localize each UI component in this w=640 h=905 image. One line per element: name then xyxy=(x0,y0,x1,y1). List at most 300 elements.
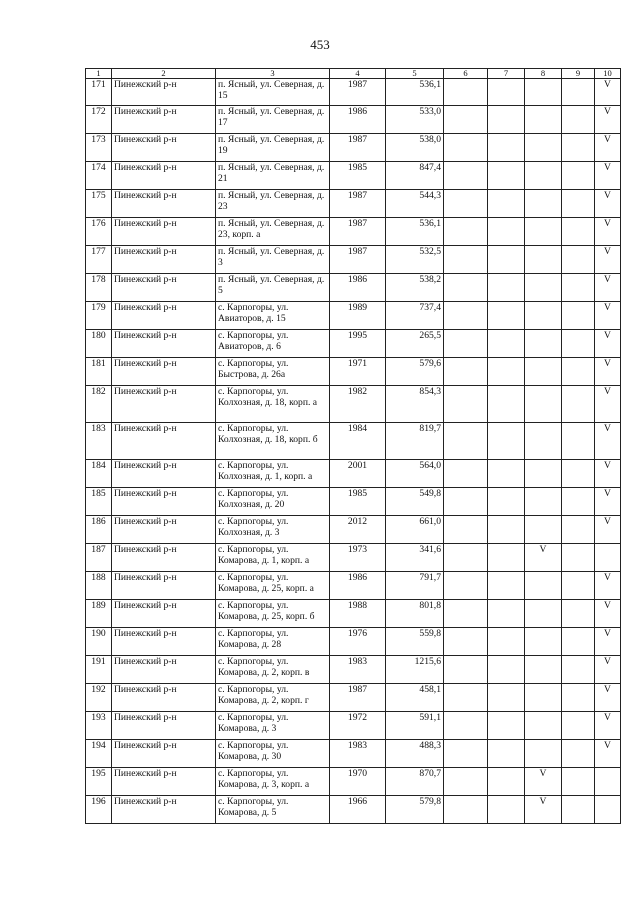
table-row xyxy=(86,162,621,190)
col7-cell xyxy=(488,218,525,246)
area-cell: 549,8 xyxy=(386,488,444,516)
year-cell: 1987 xyxy=(330,684,386,712)
col9-cell xyxy=(562,423,595,460)
col6-cell xyxy=(444,796,488,824)
row-number-cell: 184 xyxy=(86,460,112,488)
year-cell: 1971 xyxy=(330,358,386,386)
row-number-cell: 179 xyxy=(86,302,112,330)
district-cell: Пинежский р-н xyxy=(112,386,216,423)
column-header: 5 xyxy=(386,69,444,79)
col8-mark-cell xyxy=(525,684,562,712)
col6-cell xyxy=(444,488,488,516)
col6-cell xyxy=(444,423,488,460)
col6-cell xyxy=(444,358,488,386)
col9-cell xyxy=(562,600,595,628)
col7-cell xyxy=(488,246,525,274)
area-cell: 591,1 xyxy=(386,712,444,740)
row-number-cell: 189 xyxy=(86,600,112,628)
col10-mark-cell: V xyxy=(595,600,621,628)
district-cell: Пинежский р-н xyxy=(112,274,216,302)
address-cell: п. Ясный, ул. Северная, д. 23, корп. а xyxy=(216,218,330,246)
col8-mark-cell xyxy=(525,79,562,106)
year-cell: 1988 xyxy=(330,600,386,628)
column-header: 7 xyxy=(488,69,525,79)
col9-cell xyxy=(562,460,595,488)
col8-mark-cell xyxy=(525,572,562,600)
col7-cell xyxy=(488,386,525,423)
col6-cell xyxy=(444,134,488,162)
district-cell: Пинежский р-н xyxy=(112,600,216,628)
district-cell: Пинежский р-н xyxy=(112,79,216,106)
row-number-cell: 194 xyxy=(86,740,112,768)
table-row xyxy=(86,134,621,162)
year-cell: 1966 xyxy=(330,796,386,824)
col8-mark-cell xyxy=(525,358,562,386)
table-row xyxy=(86,544,621,572)
area-cell: 819,7 xyxy=(386,423,444,460)
table-row xyxy=(86,190,621,218)
district-cell: Пинежский р-н xyxy=(112,106,216,134)
col7-cell xyxy=(488,488,525,516)
register-table xyxy=(85,68,621,824)
address-cell: с. Карпогоры, ул. Комарова, д. 3 xyxy=(216,712,330,740)
col8-mark-cell xyxy=(525,656,562,684)
area-cell: 661,0 xyxy=(386,516,444,544)
col8-mark-cell xyxy=(525,246,562,274)
district-cell: Пинежский р-н xyxy=(112,740,216,768)
col7-cell xyxy=(488,302,525,330)
col6-cell xyxy=(444,162,488,190)
col6-cell xyxy=(444,656,488,684)
col6-cell xyxy=(444,302,488,330)
address-cell: с. Карпогоры, ул. Комарова, д. 5 xyxy=(216,796,330,824)
row-number-cell: 183 xyxy=(86,423,112,460)
row-number-cell: 188 xyxy=(86,572,112,600)
col8-mark-cell xyxy=(525,628,562,656)
address-cell: с. Карпогоры, ул. Комарова, д. 28 xyxy=(216,628,330,656)
area-cell: 544,3 xyxy=(386,190,444,218)
col9-cell xyxy=(562,106,595,134)
district-cell: Пинежский р-н xyxy=(112,796,216,824)
address-cell: с. Карпогоры, ул. Колхозная, д. 1, корп. а xyxy=(216,460,330,488)
col7-cell xyxy=(488,162,525,190)
col9-cell xyxy=(562,684,595,712)
col6-cell xyxy=(444,768,488,796)
address-cell: с. Карпогоры, ул. Быстрова, д. 26а xyxy=(216,358,330,386)
col10-mark-cell: V xyxy=(595,386,621,423)
address-cell: п. Ясный, ул. Северная, д. 3 xyxy=(216,246,330,274)
year-cell: 1986 xyxy=(330,572,386,600)
col6-cell xyxy=(444,106,488,134)
table-row xyxy=(86,628,621,656)
col7-cell xyxy=(488,712,525,740)
address-cell: с. Карпогоры, ул. Комарова, д. 30 xyxy=(216,740,330,768)
col8-mark-cell xyxy=(525,330,562,358)
col9-cell xyxy=(562,386,595,423)
col10-mark-cell xyxy=(595,796,621,824)
table-row xyxy=(86,796,621,824)
col8-mark-cell xyxy=(525,386,562,423)
area-cell: 538,0 xyxy=(386,134,444,162)
col6-cell xyxy=(444,712,488,740)
address-cell: с. Карпогоры, ул. Комарова, д. 2, корп. в xyxy=(216,656,330,684)
area-cell: 1215,6 xyxy=(386,656,444,684)
district-cell: Пинежский р-н xyxy=(112,572,216,600)
year-cell: 1982 xyxy=(330,386,386,423)
area-cell: 847,4 xyxy=(386,162,444,190)
col10-mark-cell: V xyxy=(595,274,621,302)
year-cell: 1986 xyxy=(330,106,386,134)
col10-mark-cell: V xyxy=(595,684,621,712)
year-cell: 1987 xyxy=(330,79,386,106)
year-cell: 1995 xyxy=(330,330,386,358)
col8-mark-cell xyxy=(525,740,562,768)
col9-cell xyxy=(562,544,595,572)
col8-mark-cell xyxy=(525,190,562,218)
col7-cell xyxy=(488,134,525,162)
col9-cell xyxy=(562,796,595,824)
table-row xyxy=(86,218,621,246)
row-number-cell: 176 xyxy=(86,218,112,246)
table-row xyxy=(86,656,621,684)
row-number-cell: 180 xyxy=(86,330,112,358)
year-cell: 1987 xyxy=(330,134,386,162)
district-cell: Пинежский р-н xyxy=(112,218,216,246)
col7-cell xyxy=(488,796,525,824)
area-cell: 579,8 xyxy=(386,796,444,824)
district-cell: Пинежский р-н xyxy=(112,488,216,516)
year-cell: 1985 xyxy=(330,162,386,190)
address-cell: п. Ясный, ул. Северная, д. 23 xyxy=(216,190,330,218)
col9-cell xyxy=(562,302,595,330)
col7-cell xyxy=(488,330,525,358)
row-number-cell: 196 xyxy=(86,796,112,824)
col9-cell xyxy=(562,218,595,246)
row-number-cell: 192 xyxy=(86,684,112,712)
row-number-cell: 182 xyxy=(86,386,112,423)
col8-mark-cell xyxy=(525,460,562,488)
col10-mark-cell: V xyxy=(595,302,621,330)
col8-mark-cell xyxy=(525,302,562,330)
address-cell: с. Карпогоры, ул. Комарова, д. 25, корп. б xyxy=(216,600,330,628)
year-cell: 1976 xyxy=(330,628,386,656)
col6-cell xyxy=(444,79,488,106)
col9-cell xyxy=(562,358,595,386)
col10-mark-cell: V xyxy=(595,656,621,684)
col9-cell xyxy=(562,628,595,656)
col7-cell xyxy=(488,572,525,600)
col9-cell xyxy=(562,134,595,162)
district-cell: Пинежский р-н xyxy=(112,246,216,274)
col9-cell xyxy=(562,740,595,768)
col8-mark-cell xyxy=(525,516,562,544)
year-cell: 1987 xyxy=(330,190,386,218)
address-cell: с. Карпогоры, ул. Комарова, д. 1, корп. а xyxy=(216,544,330,572)
area-cell: 564,0 xyxy=(386,460,444,488)
row-number-cell: 190 xyxy=(86,628,112,656)
district-cell: Пинежский р-н xyxy=(112,423,216,460)
table-row xyxy=(86,600,621,628)
table-row xyxy=(86,572,621,600)
col9-cell xyxy=(562,572,595,600)
col7-cell xyxy=(488,190,525,218)
col10-mark-cell: V xyxy=(595,358,621,386)
row-number-cell: 177 xyxy=(86,246,112,274)
address-cell: с. Карпогоры, ул. Колхозная, д. 18, корп. а xyxy=(216,386,330,423)
col6-cell xyxy=(444,544,488,572)
col9-cell xyxy=(562,330,595,358)
col9-cell xyxy=(562,768,595,796)
col7-cell xyxy=(488,684,525,712)
address-cell: п. Ясный, ул. Северная, д. 19 xyxy=(216,134,330,162)
table-row xyxy=(86,768,621,796)
year-cell: 1985 xyxy=(330,488,386,516)
row-number-cell: 191 xyxy=(86,656,112,684)
table-row xyxy=(86,246,621,274)
area-cell: 533,0 xyxy=(386,106,444,134)
col6-cell xyxy=(444,600,488,628)
year-cell: 2001 xyxy=(330,460,386,488)
column-header: 1 xyxy=(86,69,112,79)
col8-mark-cell xyxy=(525,488,562,516)
row-number-cell: 193 xyxy=(86,712,112,740)
table-row xyxy=(86,516,621,544)
row-number-cell: 174 xyxy=(86,162,112,190)
table-row xyxy=(86,274,621,302)
column-header: 8 xyxy=(525,69,562,79)
col9-cell xyxy=(562,516,595,544)
col6-cell xyxy=(444,274,488,302)
address-cell: с. Карпогоры, ул. Авиаторов, д. 6 xyxy=(216,330,330,358)
col7-cell xyxy=(488,274,525,302)
address-cell: с. Карпогоры, ул. Авиаторов, д. 15 xyxy=(216,302,330,330)
district-cell: Пинежский р-н xyxy=(112,190,216,218)
table-row xyxy=(86,488,621,516)
district-cell: Пинежский р-н xyxy=(112,516,216,544)
area-cell: 791,7 xyxy=(386,572,444,600)
table-row xyxy=(86,460,621,488)
col10-mark-cell xyxy=(595,544,621,572)
address-cell: с. Карпогоры, ул. Комарова, д. 3, корп. а xyxy=(216,768,330,796)
col10-mark-cell: V xyxy=(595,79,621,106)
year-cell: 1989 xyxy=(330,302,386,330)
row-number-cell: 187 xyxy=(86,544,112,572)
address-cell: п. Ясный, ул. Северная, д. 5 xyxy=(216,274,330,302)
col8-mark-cell: V xyxy=(525,768,562,796)
table-row xyxy=(86,423,621,460)
col8-mark-cell xyxy=(525,600,562,628)
col6-cell xyxy=(444,218,488,246)
area-cell: 870,7 xyxy=(386,768,444,796)
col10-mark-cell xyxy=(595,768,621,796)
district-cell: Пинежский р-н xyxy=(112,628,216,656)
col9-cell xyxy=(562,274,595,302)
year-cell: 1987 xyxy=(330,218,386,246)
year-cell: 1987 xyxy=(330,246,386,274)
col10-mark-cell: V xyxy=(595,516,621,544)
col6-cell xyxy=(444,628,488,656)
table-row xyxy=(86,358,621,386)
col10-mark-cell: V xyxy=(595,460,621,488)
area-cell: 532,5 xyxy=(386,246,444,274)
row-number-cell: 195 xyxy=(86,768,112,796)
table-row xyxy=(86,740,621,768)
col7-cell xyxy=(488,516,525,544)
area-cell: 536,1 xyxy=(386,79,444,106)
address-cell: п. Ясный, ул. Северная, д. 15 xyxy=(216,79,330,106)
column-header: 2 xyxy=(112,69,216,79)
year-cell: 1986 xyxy=(330,274,386,302)
address-cell: с. Карпогоры, ул. Комарова, д. 2, корп. г xyxy=(216,684,330,712)
row-number-cell: 171 xyxy=(86,79,112,106)
col10-mark-cell: V xyxy=(595,106,621,134)
col8-mark-cell xyxy=(525,106,562,134)
district-cell: Пинежский р-н xyxy=(112,460,216,488)
column-header: 10 xyxy=(595,69,621,79)
col10-mark-cell: V xyxy=(595,423,621,460)
district-cell: Пинежский р-н xyxy=(112,134,216,162)
area-cell: 559,8 xyxy=(386,628,444,656)
year-cell: 1984 xyxy=(330,423,386,460)
col6-cell xyxy=(444,684,488,712)
district-cell: Пинежский р-н xyxy=(112,712,216,740)
table-row xyxy=(86,684,621,712)
district-cell: Пинежский р-н xyxy=(112,330,216,358)
table-row xyxy=(86,712,621,740)
district-cell: Пинежский р-н xyxy=(112,544,216,572)
col9-cell xyxy=(562,656,595,684)
col7-cell xyxy=(488,358,525,386)
table-body xyxy=(86,79,621,824)
col8-mark-cell xyxy=(525,162,562,190)
row-number-cell: 178 xyxy=(86,274,112,302)
col6-cell xyxy=(444,740,488,768)
table-row xyxy=(86,302,621,330)
col7-cell xyxy=(488,768,525,796)
col7-cell xyxy=(488,423,525,460)
col6-cell xyxy=(444,516,488,544)
col8-mark-cell xyxy=(525,712,562,740)
col10-mark-cell: V xyxy=(595,162,621,190)
col7-cell xyxy=(488,600,525,628)
col10-mark-cell: V xyxy=(595,712,621,740)
year-cell: 1970 xyxy=(330,768,386,796)
year-cell: 1983 xyxy=(330,656,386,684)
col9-cell xyxy=(562,190,595,218)
col9-cell xyxy=(562,162,595,190)
col9-cell xyxy=(562,712,595,740)
year-cell: 2012 xyxy=(330,516,386,544)
col7-cell xyxy=(488,628,525,656)
col6-cell xyxy=(444,330,488,358)
table-row xyxy=(86,386,621,423)
address-cell: с. Карпогоры, ул. Колхозная, д. 18, корп. б xyxy=(216,423,330,460)
row-number-cell: 186 xyxy=(86,516,112,544)
page-number: 453 xyxy=(310,37,330,52)
col8-mark-cell: V xyxy=(525,544,562,572)
col10-mark-cell: V xyxy=(595,330,621,358)
district-cell: Пинежский р-н xyxy=(112,162,216,190)
area-cell: 801,8 xyxy=(386,600,444,628)
year-cell: 1972 xyxy=(330,712,386,740)
area-cell: 536,1 xyxy=(386,218,444,246)
table-row xyxy=(86,106,621,134)
area-cell: 265,5 xyxy=(386,330,444,358)
col10-mark-cell: V xyxy=(595,740,621,768)
col9-cell xyxy=(562,79,595,106)
col7-cell xyxy=(488,460,525,488)
column-number-row xyxy=(86,69,621,79)
col7-cell xyxy=(488,740,525,768)
col10-mark-cell: V xyxy=(595,218,621,246)
col7-cell xyxy=(488,79,525,106)
district-cell: Пинежский р-н xyxy=(112,768,216,796)
row-number-cell: 173 xyxy=(86,134,112,162)
district-cell: Пинежский р-н xyxy=(112,302,216,330)
address-cell: с. Карпогоры, ул. Колхозная, д. 20 xyxy=(216,488,330,516)
col10-mark-cell: V xyxy=(595,488,621,516)
area-cell: 737,4 xyxy=(386,302,444,330)
col9-cell xyxy=(562,488,595,516)
col6-cell xyxy=(444,190,488,218)
table-row xyxy=(86,330,621,358)
district-cell: Пинежский р-н xyxy=(112,684,216,712)
column-header: 6 xyxy=(444,69,488,79)
col6-cell xyxy=(444,460,488,488)
col7-cell xyxy=(488,656,525,684)
col9-cell xyxy=(562,246,595,274)
column-header: 3 xyxy=(216,69,330,79)
col6-cell xyxy=(444,572,488,600)
row-number-cell: 181 xyxy=(86,358,112,386)
col7-cell xyxy=(488,106,525,134)
area-cell: 538,2 xyxy=(386,274,444,302)
district-cell: Пинежский р-н xyxy=(112,656,216,684)
year-cell: 1973 xyxy=(330,544,386,572)
col8-mark-cell: V xyxy=(525,796,562,824)
col7-cell xyxy=(488,544,525,572)
col8-mark-cell xyxy=(525,423,562,460)
area-cell: 458,1 xyxy=(386,684,444,712)
col6-cell xyxy=(444,246,488,274)
area-cell: 341,6 xyxy=(386,544,444,572)
col8-mark-cell xyxy=(525,134,562,162)
address-cell: п. Ясный, ул. Северная, д. 21 xyxy=(216,162,330,190)
area-cell: 579,6 xyxy=(386,358,444,386)
col10-mark-cell: V xyxy=(595,628,621,656)
year-cell: 1983 xyxy=(330,740,386,768)
column-header: 9 xyxy=(562,69,595,79)
row-number-cell: 175 xyxy=(86,190,112,218)
address-cell: с. Карпогоры, ул. Колхозная, д. 3 xyxy=(216,516,330,544)
col10-mark-cell: V xyxy=(595,572,621,600)
col10-mark-cell: V xyxy=(595,134,621,162)
col6-cell xyxy=(444,386,488,423)
col10-mark-cell: V xyxy=(595,246,621,274)
col8-mark-cell xyxy=(525,218,562,246)
column-header: 4 xyxy=(330,69,386,79)
district-cell: Пинежский р-н xyxy=(112,358,216,386)
col10-mark-cell: V xyxy=(595,190,621,218)
row-number-cell: 172 xyxy=(86,106,112,134)
address-cell: п. Ясный, ул. Северная, д. 17 xyxy=(216,106,330,134)
table-row xyxy=(86,79,621,106)
address-cell: с. Карпогоры, ул. Комарова, д. 25, корп. а xyxy=(216,572,330,600)
row-number-cell: 185 xyxy=(86,488,112,516)
col8-mark-cell xyxy=(525,274,562,302)
area-cell: 854,3 xyxy=(386,386,444,423)
area-cell: 488,3 xyxy=(386,740,444,768)
